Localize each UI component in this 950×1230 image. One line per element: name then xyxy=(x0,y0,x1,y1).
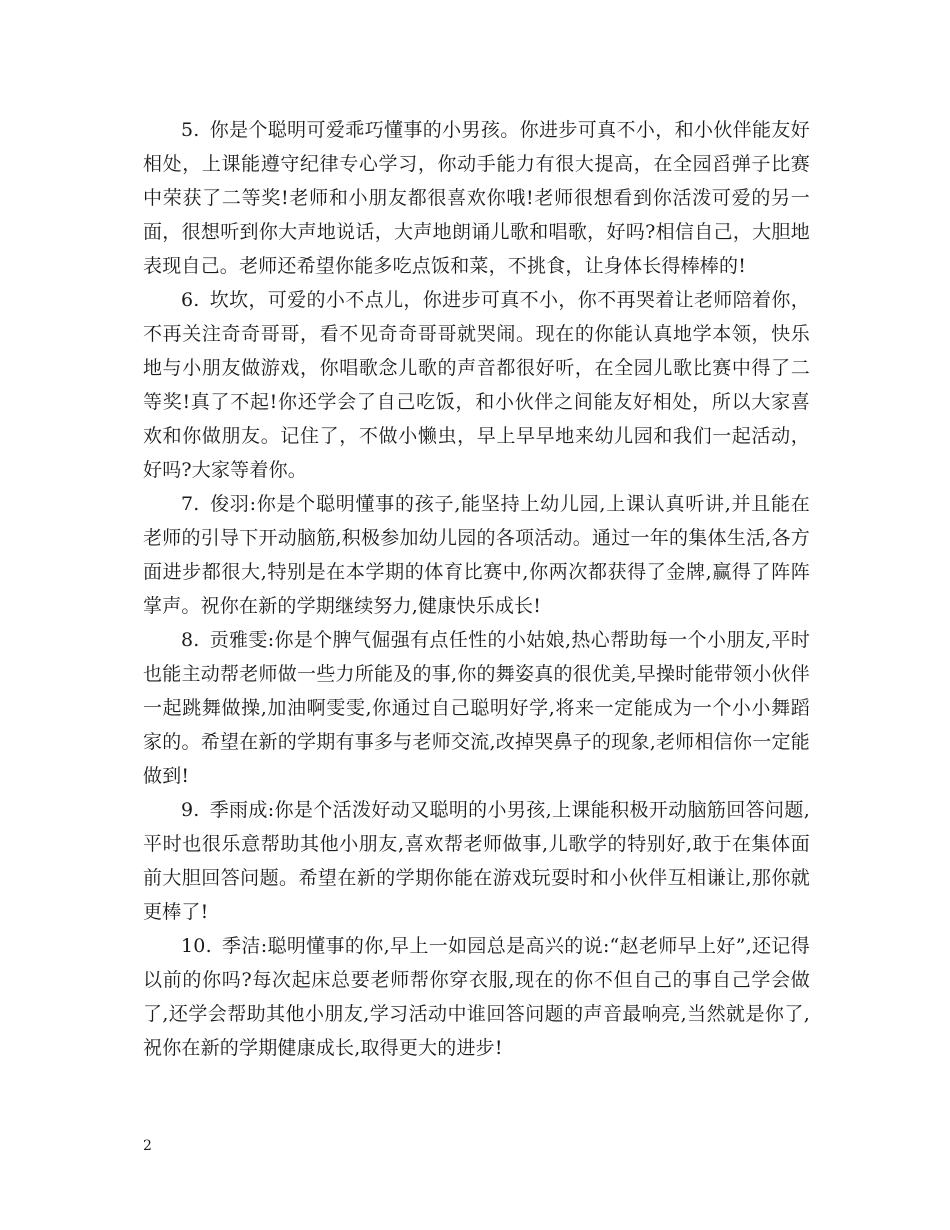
paragraph-number: 9. xyxy=(181,799,200,821)
paragraph-number: 5. xyxy=(181,119,200,141)
paragraph-10 xyxy=(143,929,810,1065)
paragraph-text: 贡雅雯:你是个脾气倔强有点任性的小姑娘,热心帮助每一个小朋友,平时也能主动帮老师做一些力所能及的事,你的舞姿真的很优美,早操时能带领小伙伴一起跳舞做操,加油啊雯雯,你通过自己聪明好学,将来一定能成为一个小小舞蹈家的。希望在新的学期有事多与老师交流,改掉哭鼻子的现象,老师相信你一定能做到! xyxy=(143,629,810,787)
paragraph-text: 季雨成:你是个活泼好动又聪明的小男孩,上课能积极开动脑筋回答问题,平时也很乐意帮助其他小朋友,喜欢帮老师做事,儿歌学的特别好,敢于在集体面前大胆回答问题。希望在新的学期你能在游戏玩耍时和小伙伴互相谦让,那你就更棒了! xyxy=(143,799,810,923)
paragraph-number: 6. xyxy=(181,289,200,311)
paragraph-7 xyxy=(143,487,810,623)
paragraph-number: 10. xyxy=(181,935,212,957)
paragraph-text: 俊羽:你是个聪明懂事的孩子,能坚持上幼儿园,上课认真听讲,并且能在老师的引导下开动脑筋,积极参加幼儿园的各项活动。通过一年的集体生活,各方面进步都很大,特别是在本学期的体育比赛中,你两次都获得了金牌,赢得了阵阵掌声。祝你在新的学期继续努力,健康快乐成长! xyxy=(143,493,810,617)
document-body xyxy=(143,113,810,1065)
paragraph-text: 季洁:聪明懂事的你,早上一如园总是高兴的说:“赵老师早上好”,还记得以前的你吗?每次起床总要老师帮你穿衣服,现在的你不但自己的事自己学会做了,还学会帮助其他小朋友,学习活动中谁回答问题的声音最响亮,当然就是你了,祝你在新的学期健康成长,取得更大的进步! xyxy=(143,935,810,1059)
page-number: 2 xyxy=(143,1138,152,1154)
paragraph-text: 你是个聪明可爱乖巧懂事的小男孩。你进步可真不小，和小伙伴能友好相处，上课能遵守纪律专心学习，你动手能力有很大提高，在全园舀弹子比赛中荣获了二等奖!老师和小朋友都很喜欢你哦!老师很想看到你活泼可爱的另一面，很想听到你大声地说话，大声地朗诵儿歌和唱歌，好吗?相信自己，大胆地表现自己。老师还希望你能多吃点饭和菜，不挑食，让身体长得棒棒的! xyxy=(143,119,810,277)
paragraph-text: 坎坎，可爱的小不点儿，你进步可真不小，你不再哭着让老师陪着你，不再关注奇奇哥哥，看不见奇奇哥哥就哭闹。现在的你能认真地学本领，快乐地与小朋友做游戏，你唱歌念儿歌的声音都很好听，在全园儿歌比赛中得了二等奖!真了不起!你还学会了自己吃饭，和小伙伴之间能友好相处，所以大家喜欢和你做朋友。记住了，不做小懒虫，早上早早地来幼儿园和我们一起活动，好吗?大家等着你。 xyxy=(143,289,810,481)
paragraph-5 xyxy=(143,113,810,283)
paragraph-6 xyxy=(143,283,810,487)
paragraph-8 xyxy=(143,623,810,793)
paragraph-number: 8. xyxy=(181,629,200,651)
paragraph-number: 7. xyxy=(181,493,200,515)
paragraph-9 xyxy=(143,793,810,929)
